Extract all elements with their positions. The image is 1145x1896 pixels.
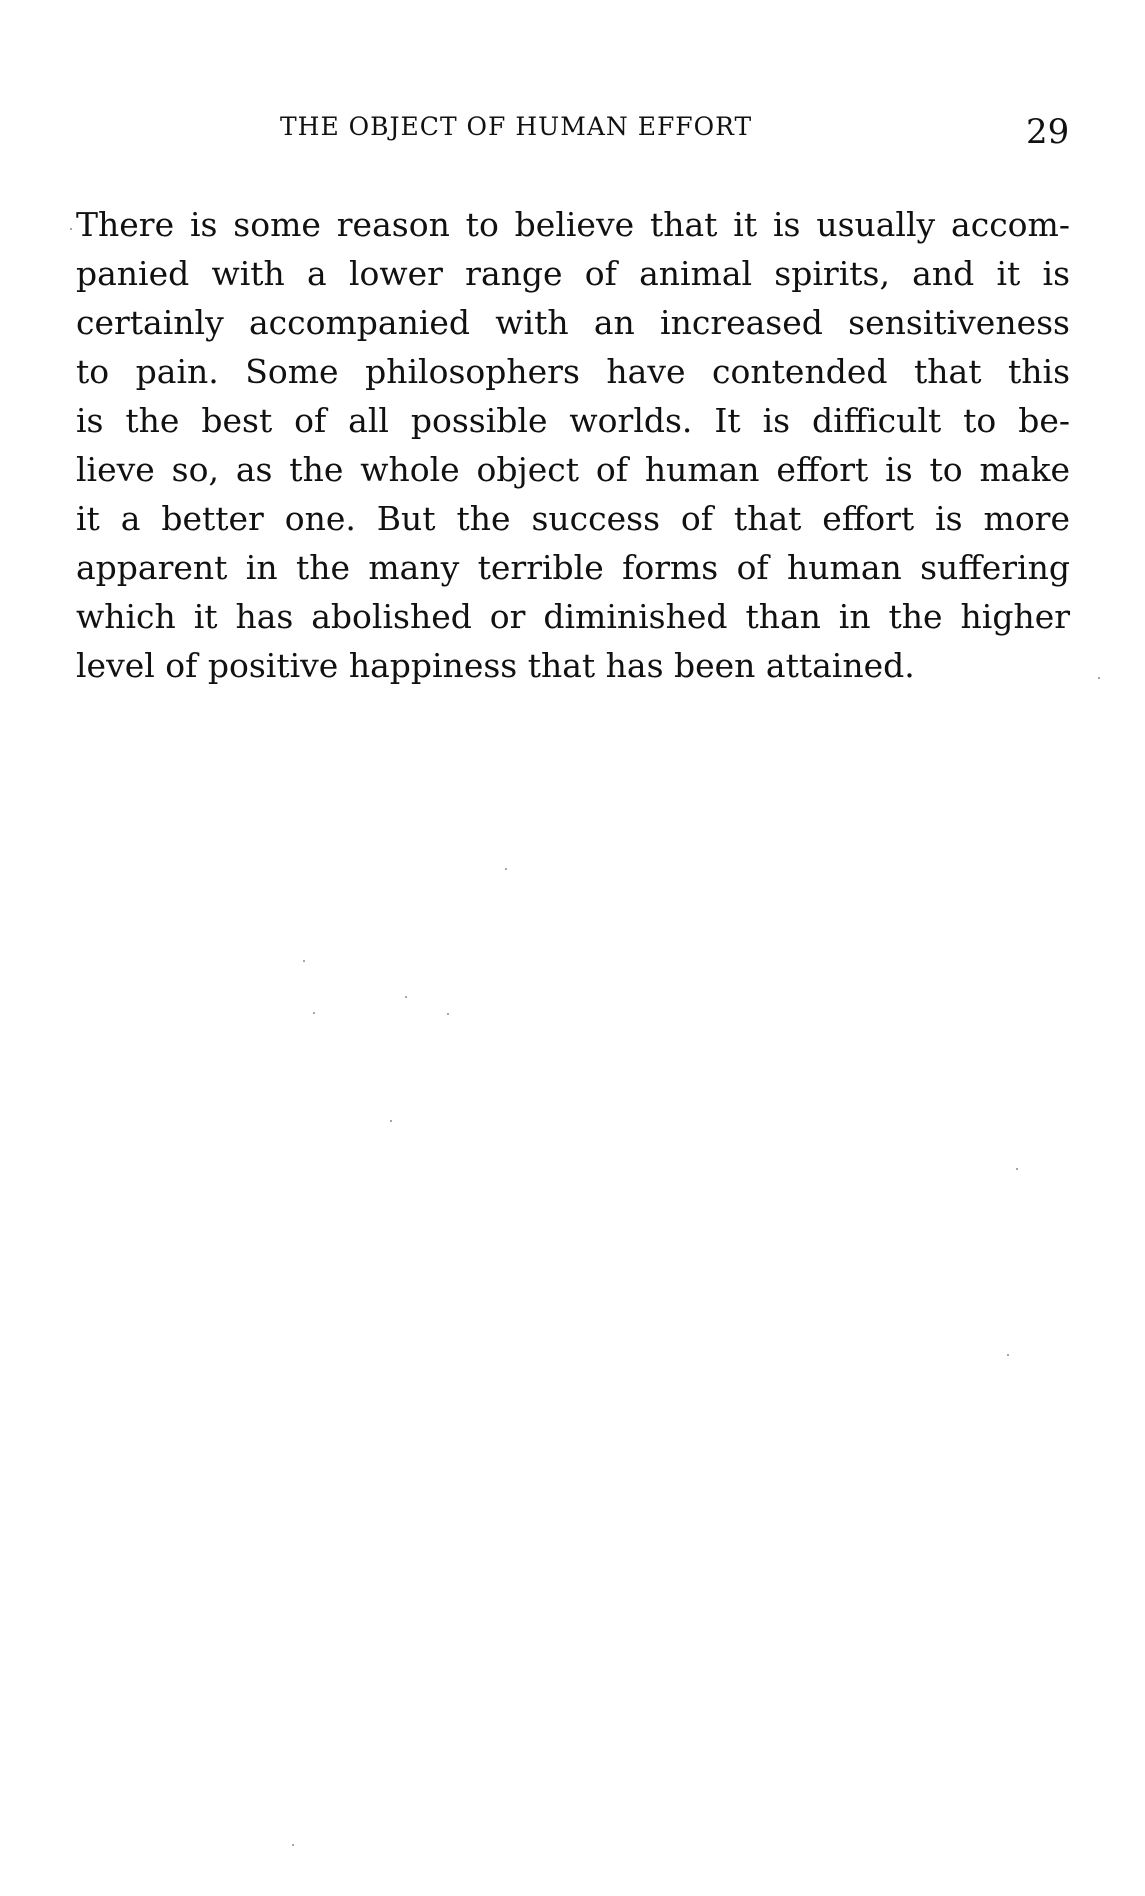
text-line: level of positive happiness that has been attained. [76,646,915,685]
scan-speck [505,868,507,870]
text-line: There is some reason to believe that it is usually accom- [76,205,1070,244]
body-paragraph [76,200,1070,690]
text-line: is the best of all possible worlds. It is difficult to be- [76,401,1070,440]
scan-speck [1098,677,1100,679]
page-number: 29 [1026,112,1070,152]
text-line: apparent in the many terrible forms of human suffering [76,548,1070,587]
scan-speck [1016,1168,1018,1170]
scan-speck [390,1120,392,1122]
scan-speck [303,960,305,962]
text-line: it a better one. But the success of that effort is more [76,499,1070,538]
text-line: which it has abolished or diminished than in the higher [76,597,1070,636]
text-line: to pain. Some philosophers have contended that this [76,352,1070,391]
scan-speck [405,996,407,998]
running-head: THE OBJECT OF HUMAN EFFORT [280,112,753,141]
text-line: panied with a lower range of animal spirits, and it is [76,254,1070,293]
scan-speck [70,228,72,230]
scan-speck [313,1012,315,1014]
text-line: lieve so, as the whole object of human effort is to make [76,450,1070,489]
text-line: certainly accompanied with an increased sensitiveness [76,303,1070,342]
scan-speck [447,1013,449,1015]
scan-speck [1007,1354,1009,1356]
scan-speck [292,1844,294,1846]
